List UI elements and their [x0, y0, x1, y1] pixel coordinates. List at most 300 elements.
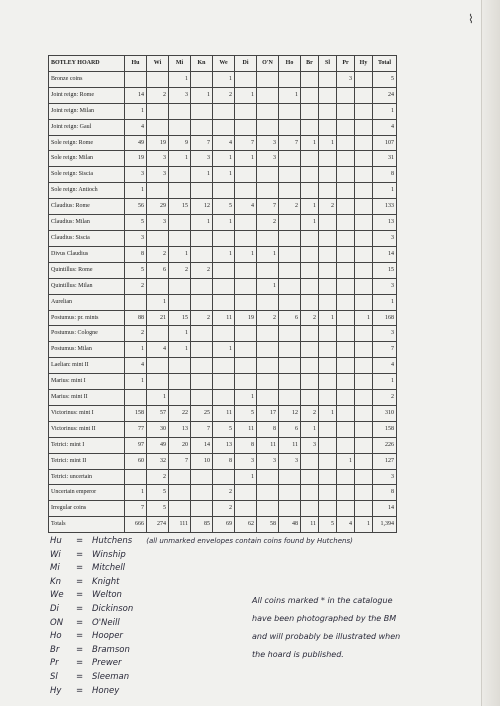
- table-cell: [213, 230, 235, 246]
- table-cell: 14: [373, 246, 397, 262]
- table-cell: 1: [169, 151, 191, 167]
- table-cell: 1: [235, 469, 257, 485]
- table-cell: [235, 374, 257, 390]
- table-cell: 49: [125, 135, 147, 151]
- column-header: O'N: [257, 56, 279, 72]
- table-cell: 12: [191, 199, 213, 215]
- row-label: Joint reign: Milan: [49, 103, 125, 119]
- table-cell: 2: [319, 199, 337, 215]
- note-line: have been photographed by the BM: [252, 614, 397, 623]
- table-cell: [191, 469, 213, 485]
- table-cell: 1: [235, 390, 257, 406]
- column-header: Ho: [279, 56, 301, 72]
- note-line: and will probably be illustrated when: [252, 632, 401, 641]
- table-cell: 22: [169, 405, 191, 421]
- legend-abbr: Kn: [50, 576, 61, 587]
- table-cell: 1: [169, 326, 191, 342]
- table-row: [49, 215, 397, 231]
- table-cell: 8: [235, 437, 257, 453]
- row-label: Postumus: Cologne: [49, 326, 125, 342]
- table-cell: 4: [125, 119, 147, 135]
- table-cell: 2: [191, 310, 213, 326]
- table-cell: 1: [213, 246, 235, 262]
- legend-entry: [50, 631, 123, 641]
- legend-abbr: Hy: [50, 685, 62, 696]
- table-cell: 1: [235, 246, 257, 262]
- table-cell: [191, 230, 213, 246]
- legend-entry: [50, 577, 119, 587]
- table-row: [49, 135, 397, 151]
- table-row: [49, 103, 397, 119]
- column-header: Sl: [319, 56, 337, 72]
- table-cell: [235, 342, 257, 358]
- table-cell: 1: [125, 183, 147, 199]
- table-row: [49, 87, 397, 103]
- table-cell: [279, 246, 301, 262]
- column-header: Kn: [191, 56, 213, 72]
- table-cell: 133: [373, 199, 397, 215]
- row-label: Marius: mint I: [49, 374, 125, 390]
- table-cell: [337, 501, 355, 517]
- table-cell: 2: [147, 469, 169, 485]
- row-label: Joint reign: Gaul: [49, 119, 125, 135]
- table-cell: 2: [213, 501, 235, 517]
- table-cell: [169, 374, 191, 390]
- legend-entry: [50, 658, 122, 668]
- table-cell: 62: [235, 517, 257, 533]
- legend-entry: [50, 645, 130, 655]
- table-cell: [191, 326, 213, 342]
- table-cell: 20: [169, 437, 191, 453]
- table-cell: [213, 358, 235, 374]
- table-cell: 5: [235, 405, 257, 421]
- table-cell: [125, 469, 147, 485]
- table-title-cell: BOTLEY HOARD: [49, 56, 125, 72]
- table-cell: [337, 119, 355, 135]
- table-cell: [355, 405, 373, 421]
- table-cell: [301, 151, 319, 167]
- table-row: [49, 501, 397, 517]
- table-cell: 3: [169, 87, 191, 103]
- table-cell: [191, 278, 213, 294]
- table-cell: 1: [213, 167, 235, 183]
- table-cell: 1: [301, 421, 319, 437]
- table-cell: 3: [147, 167, 169, 183]
- table-cell: [337, 469, 355, 485]
- note-line: All coins marked * in the catalogue: [252, 596, 393, 605]
- table-cell: 15: [169, 199, 191, 215]
- table-cell: [191, 358, 213, 374]
- table-cell: [301, 246, 319, 262]
- table-cell: 4: [373, 358, 397, 374]
- table-cell: [257, 230, 279, 246]
- table-cell: [337, 199, 355, 215]
- table-cell: 2: [191, 262, 213, 278]
- table-cell: [355, 183, 373, 199]
- table-cell: [337, 374, 355, 390]
- table-cell: [337, 215, 355, 231]
- equals-sign: =: [76, 576, 84, 587]
- table-cell: [319, 278, 337, 294]
- table-cell: [125, 71, 147, 87]
- table-cell: [337, 262, 355, 278]
- table-cell: [355, 87, 373, 103]
- table-cell: [319, 358, 337, 374]
- legend-abbr: Sl: [50, 672, 58, 682]
- table-row: [49, 71, 397, 87]
- table-cell: 8: [373, 485, 397, 501]
- table-cell: [337, 167, 355, 183]
- table-cell: 60: [125, 453, 147, 469]
- row-label: Irregular coins: [49, 501, 125, 517]
- table-cell: 3: [147, 151, 169, 167]
- row-label: Sole reign: Milan: [49, 151, 125, 167]
- table-cell: 77: [125, 421, 147, 437]
- table-cell: 1: [373, 294, 397, 310]
- row-label: Bronze coins: [49, 71, 125, 87]
- table-cell: 2: [147, 87, 169, 103]
- table-cell: 111: [169, 517, 191, 533]
- table-cell: [279, 294, 301, 310]
- row-label: Laelian: mint II: [49, 358, 125, 374]
- table-cell: 3: [301, 437, 319, 453]
- table-cell: [279, 374, 301, 390]
- table-cell: [319, 183, 337, 199]
- table-cell: [257, 326, 279, 342]
- table-cell: [213, 278, 235, 294]
- table-header-row: [49, 56, 397, 72]
- column-header: Pr: [337, 56, 355, 72]
- table-cell: 1: [373, 103, 397, 119]
- table-cell: [337, 437, 355, 453]
- note-line: the hoard is published.: [252, 650, 344, 659]
- table-cell: [301, 390, 319, 406]
- equals-sign: =: [76, 536, 84, 546]
- table-cell: 21: [147, 310, 169, 326]
- table-cell: 1: [147, 294, 169, 310]
- legend-extra-note: (all unmarked envelopes contain coins found by Hutchens): [146, 537, 353, 545]
- table-cell: [213, 390, 235, 406]
- table-cell: 7: [279, 135, 301, 151]
- table-cell: 69: [213, 517, 235, 533]
- table-cell: [337, 421, 355, 437]
- table-cell: [235, 278, 257, 294]
- table-cell: [279, 358, 301, 374]
- row-label: Marius: mint II: [49, 390, 125, 406]
- table-cell: [355, 246, 373, 262]
- table-cell: 19: [125, 151, 147, 167]
- table-row: [49, 421, 397, 437]
- table-cell: [191, 71, 213, 87]
- table-cell: [301, 326, 319, 342]
- table-cell: [337, 358, 355, 374]
- table-cell: [301, 342, 319, 358]
- table-cell: 1: [213, 215, 235, 231]
- table-cell: 274: [147, 517, 169, 533]
- legend-abbr: We: [50, 590, 64, 601]
- table-cell: 3: [257, 135, 279, 151]
- table-cell: [279, 278, 301, 294]
- table-cell: 2: [169, 262, 191, 278]
- legend-entry: [50, 536, 353, 546]
- table-cell: 4: [337, 517, 355, 533]
- table-cell: 1: [191, 167, 213, 183]
- table-cell: [301, 358, 319, 374]
- table-cell: [301, 183, 319, 199]
- table-cell: [213, 374, 235, 390]
- table-cell: [337, 342, 355, 358]
- table-cell: 1: [235, 151, 257, 167]
- table-cell: 88: [125, 310, 147, 326]
- table-cell: [279, 262, 301, 278]
- legend-entry: [50, 590, 122, 600]
- table-row: [49, 517, 397, 533]
- table-cell: 31: [373, 151, 397, 167]
- table-cell: [235, 167, 257, 183]
- table-cell: [191, 183, 213, 199]
- table-cell: 1: [319, 310, 337, 326]
- table-cell: [257, 71, 279, 87]
- table-cell: 1: [337, 453, 355, 469]
- table-cell: [235, 215, 257, 231]
- table-cell: 56: [125, 199, 147, 215]
- table-cell: [213, 326, 235, 342]
- row-label: Divus Claudius: [49, 246, 125, 262]
- table-cell: [355, 71, 373, 87]
- table-cell: [301, 374, 319, 390]
- table-cell: [213, 103, 235, 119]
- table-cell: 19: [147, 135, 169, 151]
- table-cell: 226: [373, 437, 397, 453]
- column-header: Hu: [125, 56, 147, 72]
- table-cell: 7: [169, 453, 191, 469]
- table-cell: [257, 294, 279, 310]
- table-cell: [355, 469, 373, 485]
- table-row: [49, 469, 397, 485]
- table-cell: 6: [147, 262, 169, 278]
- table-cell: [301, 262, 319, 278]
- column-header: Hy: [355, 56, 373, 72]
- table-cell: 158: [373, 421, 397, 437]
- table-cell: 1,394: [373, 517, 397, 533]
- legend-name: Sleeman: [92, 672, 130, 682]
- table-row: [49, 374, 397, 390]
- table-cell: 14: [125, 87, 147, 103]
- table-row: [49, 390, 397, 406]
- table-cell: 3: [279, 453, 301, 469]
- legend-entry: [50, 604, 133, 614]
- table-cell: 15: [373, 262, 397, 278]
- table-cell: 1: [125, 374, 147, 390]
- table-cell: 1: [319, 405, 337, 421]
- table-cell: [355, 390, 373, 406]
- equals-sign: =: [76, 604, 84, 614]
- legend-name: Knight: [92, 576, 120, 587]
- row-label: Claudius: Milan: [49, 215, 125, 231]
- table-cell: [301, 71, 319, 87]
- table-cell: [235, 501, 257, 517]
- table-row: [49, 167, 397, 183]
- table-cell: [257, 262, 279, 278]
- table-cell: 2: [257, 310, 279, 326]
- table-cell: [235, 230, 257, 246]
- table-cell: 1: [169, 246, 191, 262]
- legend-entry: [50, 550, 126, 560]
- table-cell: [257, 167, 279, 183]
- table-cell: [257, 390, 279, 406]
- table-cell: [147, 326, 169, 342]
- table-cell: [319, 501, 337, 517]
- table-cell: 4: [373, 119, 397, 135]
- table-cell: [355, 262, 373, 278]
- table-cell: 7: [191, 421, 213, 437]
- table-row: [49, 437, 397, 453]
- table-cell: [257, 342, 279, 358]
- table-cell: [319, 262, 337, 278]
- table-cell: [301, 278, 319, 294]
- table-cell: 1: [169, 71, 191, 87]
- table-cell: [147, 71, 169, 87]
- table-cell: 2: [301, 310, 319, 326]
- table-cell: 3: [373, 230, 397, 246]
- table-cell: [279, 103, 301, 119]
- table-cell: 168: [373, 310, 397, 326]
- equals-sign: =: [76, 549, 84, 560]
- table-cell: 57: [147, 405, 169, 421]
- table-cell: [319, 103, 337, 119]
- table-cell: 666: [125, 517, 147, 533]
- table-cell: 1: [125, 103, 147, 119]
- table-cell: 7: [125, 501, 147, 517]
- table-cell: [337, 485, 355, 501]
- table-cell: 11: [235, 421, 257, 437]
- table-cell: 97: [125, 437, 147, 453]
- legend-abbr: Wi: [50, 549, 61, 560]
- table-cell: [337, 326, 355, 342]
- table-cell: [319, 167, 337, 183]
- table-cell: [169, 230, 191, 246]
- table-cell: [301, 119, 319, 135]
- table-cell: [169, 183, 191, 199]
- legend-abbr: Hu: [50, 536, 62, 546]
- table-cell: 9: [169, 135, 191, 151]
- table-cell: [147, 278, 169, 294]
- legend-abbr: ON: [50, 617, 64, 628]
- table-cell: [279, 71, 301, 87]
- table-cell: 12: [279, 405, 301, 421]
- table-cell: [147, 358, 169, 374]
- table-cell: 2: [373, 390, 397, 406]
- table-cell: 14: [373, 501, 397, 517]
- table-cell: [355, 342, 373, 358]
- table-cell: 1: [355, 310, 373, 326]
- table-cell: 14: [191, 437, 213, 453]
- table-cell: [213, 262, 235, 278]
- table-cell: [337, 183, 355, 199]
- table-cell: 48: [279, 517, 301, 533]
- table-row: [49, 294, 397, 310]
- table-cell: [355, 167, 373, 183]
- table-row: [49, 310, 397, 326]
- table-cell: [169, 501, 191, 517]
- table-cell: 2: [125, 326, 147, 342]
- column-header: Total: [373, 56, 397, 72]
- table-cell: [235, 262, 257, 278]
- table-cell: [235, 358, 257, 374]
- table-cell: 6: [279, 310, 301, 326]
- table-cell: [257, 469, 279, 485]
- table-cell: [279, 501, 301, 517]
- table-cell: [147, 119, 169, 135]
- table-cell: 1: [373, 183, 397, 199]
- table-cell: 2: [213, 485, 235, 501]
- table-cell: 1: [125, 485, 147, 501]
- table-cell: 11: [257, 437, 279, 453]
- table-cell: [319, 294, 337, 310]
- table-cell: [257, 183, 279, 199]
- table-cell: [169, 119, 191, 135]
- row-label: Tetrici: uncertain: [49, 469, 125, 485]
- table-cell: 1: [301, 199, 319, 215]
- table-cell: 4: [125, 358, 147, 374]
- row-label: Joint reign: Rome: [49, 87, 125, 103]
- table-cell: 13: [169, 421, 191, 437]
- row-label: Claudius: Rome: [49, 199, 125, 215]
- table-cell: 5: [373, 71, 397, 87]
- table-row: [49, 358, 397, 374]
- equals-sign: =: [76, 631, 84, 642]
- table-cell: 17: [257, 405, 279, 421]
- table-cell: [169, 294, 191, 310]
- table-cell: 7: [373, 342, 397, 358]
- row-label: Postumus: pr. mints: [49, 310, 125, 326]
- torn-page-edge: [481, 0, 500, 706]
- table-cell: 3: [373, 326, 397, 342]
- equals-sign: =: [76, 685, 84, 696]
- table-cell: 4: [147, 342, 169, 358]
- table-cell: [125, 390, 147, 406]
- table-cell: [235, 183, 257, 199]
- table-cell: [355, 199, 373, 215]
- table-cell: [319, 230, 337, 246]
- table-cell: 1: [213, 151, 235, 167]
- table-cell: [257, 103, 279, 119]
- table-cell: [337, 405, 355, 421]
- table-cell: 5: [125, 215, 147, 231]
- table-cell: 11: [213, 310, 235, 326]
- table-cell: [257, 119, 279, 135]
- table-cell: [279, 183, 301, 199]
- table-cell: 13: [373, 215, 397, 231]
- table-cell: [279, 342, 301, 358]
- table-cell: [301, 103, 319, 119]
- table-cell: [355, 119, 373, 135]
- table-cell: 3: [373, 469, 397, 485]
- table-cell: [235, 485, 257, 501]
- table-cell: 25: [191, 405, 213, 421]
- table-cell: 8: [257, 421, 279, 437]
- table-cell: 1: [125, 342, 147, 358]
- table-cell: [279, 167, 301, 183]
- table-cell: 1: [235, 87, 257, 103]
- table-cell: 85: [191, 517, 213, 533]
- legend-name: Bramson: [92, 644, 130, 655]
- table-cell: [355, 501, 373, 517]
- legend-name: Mitchell: [92, 563, 126, 574]
- table-cell: 1: [213, 71, 235, 87]
- table-cell: 4: [213, 135, 235, 151]
- table-cell: 2: [147, 246, 169, 262]
